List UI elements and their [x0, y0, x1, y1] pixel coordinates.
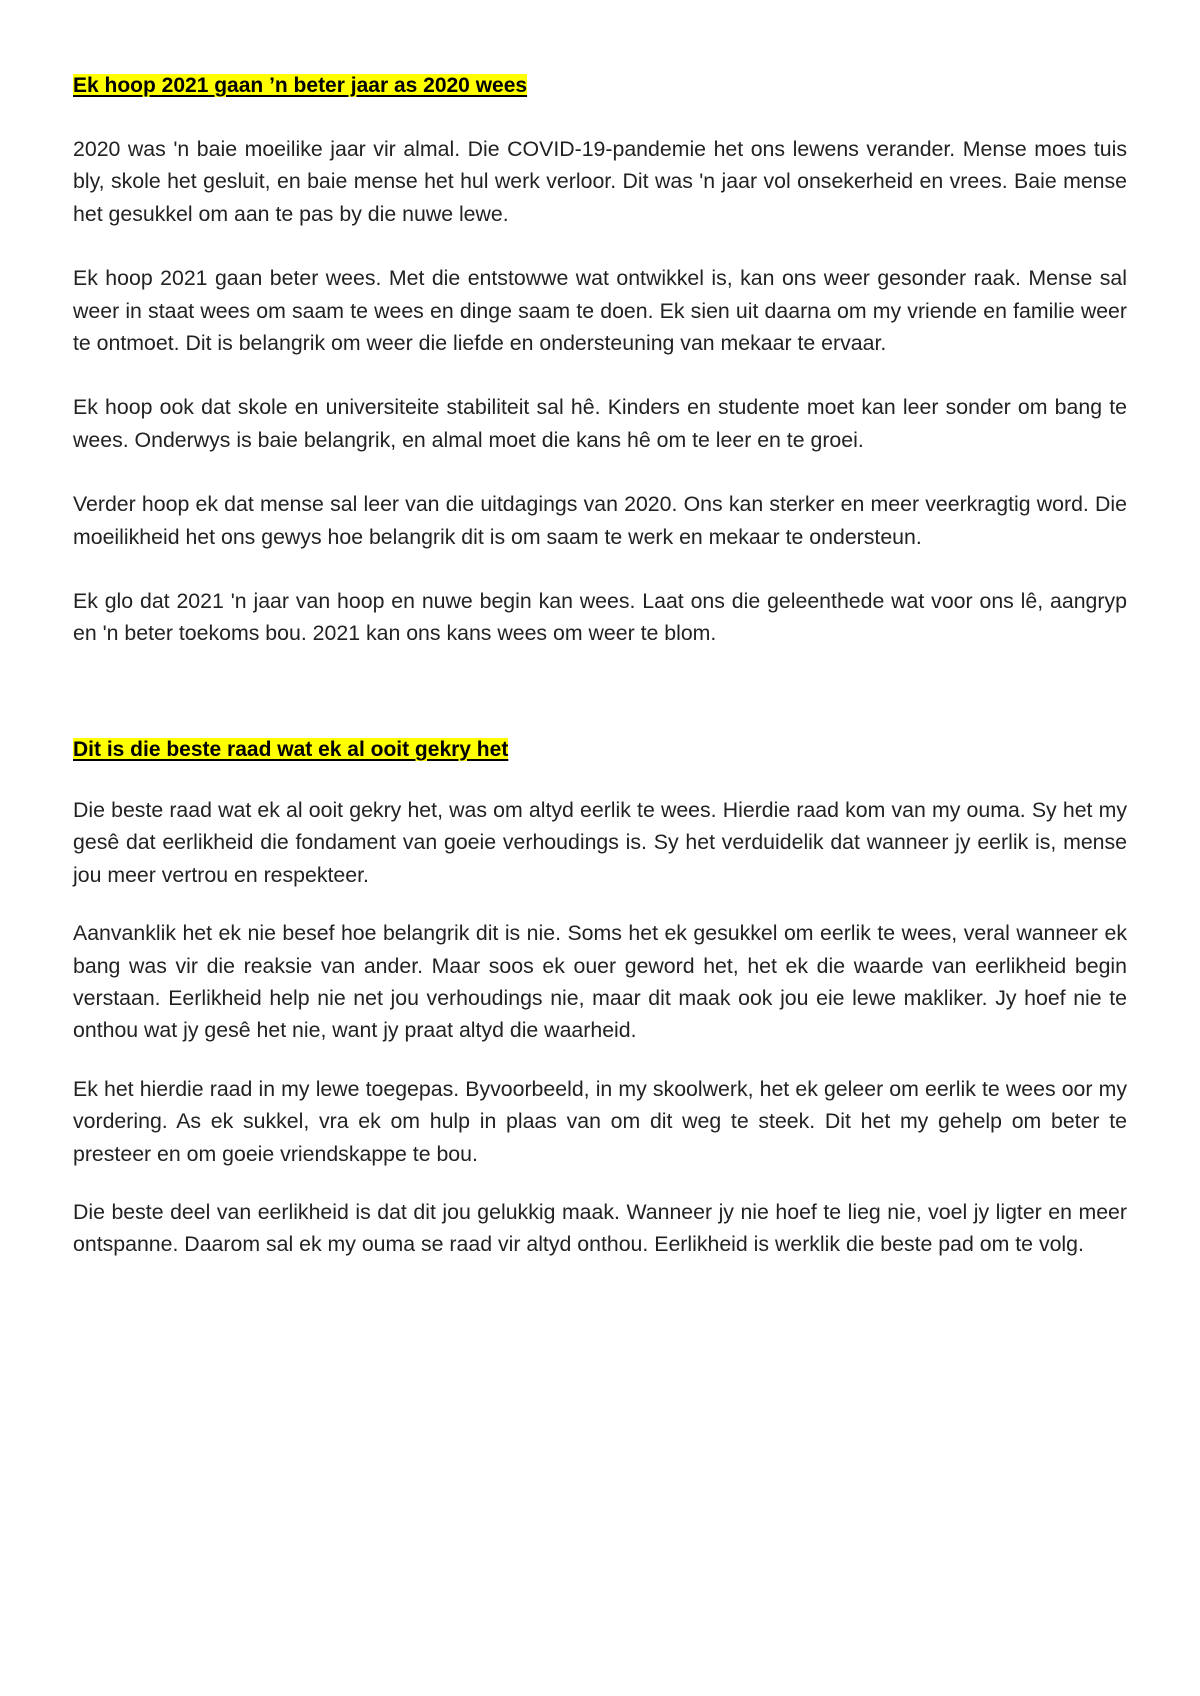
highlighted-heading-text: Dit is die beste raad wat ek al ooit gekry het	[73, 737, 509, 761]
document-page	[73, 70, 1127, 1261]
essay-section-best-advice	[73, 734, 1127, 1261]
paragraph: Ek glo dat 2021 'n jaar van hoop en nuwe begin kan wees. Laat ons die geleenthede wat voor ons lê, aangryp en 'n beter toekoms bou. 2021 kan ons kans wees om weer te blom.	[73, 589, 1127, 646]
essay-section-hope-2021	[73, 70, 1127, 650]
paragraph: Aanvanklik het ek nie besef hoe belangrik dit is nie. Soms het ek gesukkel om eerlik te wees, veral wanneer ek bang was vir die reaksie van ander. Maar soos ek ouer geword het, het ek die waarde van eerlikheid begin verstaan. Eerlikheid help nie net jou verhoudings nie, maar dit maak ook jou eie lewe makliker. Jy hoef nie te onthou wat jy gesê het nie, want jy praat altyd die waarheid.	[73, 921, 1127, 1043]
paragraph: 2020 was 'n baie moeilike jaar vir almal. Die COVID-19-pandemie het ons lewens verander. Mense moes tuis bly, skole het gesluit, en baie mense het hul werk verloor. Dit was 'n jaar vol onsekerheid en vrees. Baie mense het gesukkel om aan te pas by die nuwe lewe.	[73, 137, 1127, 226]
paragraph: Ek het hierdie raad in my lewe toegepas. Byvoorbeeld, in my skoolwerk, het ek geleer om eerlik te wees oor my vordering. As ek sukkel, vra ek om hulp in plaas van om dit weg te steek. Dit het my gehelp om beter te presteer en om goeie vriendskappe te bou.	[73, 1076, 1127, 1166]
section-heading	[73, 70, 1127, 102]
paragraph: Verder hoop ek dat mense sal leer van die uitdagings van 2020. Ons kan sterker en meer veerkragtig word. Die moeilikheid het ons gewys hoe belangrik dit is om saam te werk en mekaar te ondersteun.	[73, 492, 1127, 549]
highlighted-heading-text: Ek hoop 2021 gaan ’n beter jaar as 2020 wees	[73, 74, 528, 97]
paragraph: Ek hoop ook dat skole en universiteite stabiliteit sal hê. Kinders en studente moet kan leer sonder om bang te wees. Onderwys is baie belangrik, en almal moet die kans hê om te leer en te groei.	[73, 395, 1127, 452]
paragraph: Die beste deel van eerlikheid is dat dit jou gelukkig maak. Wanneer jy nie hoef te lieg nie, voel jy ligter en meer ontspanne. Daarom sal ek my ouma se raad vir altyd onthou. Eerlikheid is werklik die beste pad om te volg.	[73, 1199, 1127, 1257]
section-heading	[73, 734, 1127, 766]
paragraph: Die beste raad wat ek al ooit gekry het, was om altyd eerlik te wees. Hierdie raad kom van my ouma. Sy het my gesê dat eerlikheid die fondament van goeie verhoudings is. Sy het verduidelik dat wanneer jy eerlik is, mense jou meer vertrou en respekteer.	[73, 797, 1127, 887]
paragraph: Ek hoop 2021 gaan beter wees. Met die entstowwe wat ontwikkel is, kan ons weer gesonder raak. Mense sal weer in staat wees om saam te wees en dinge saam te doen. Ek sien uit daarna om my vriende en familie weer te ontmoet. Dit is belangrik om weer die liefde en ondersteuning van mekaar te ervaar.	[73, 266, 1127, 356]
